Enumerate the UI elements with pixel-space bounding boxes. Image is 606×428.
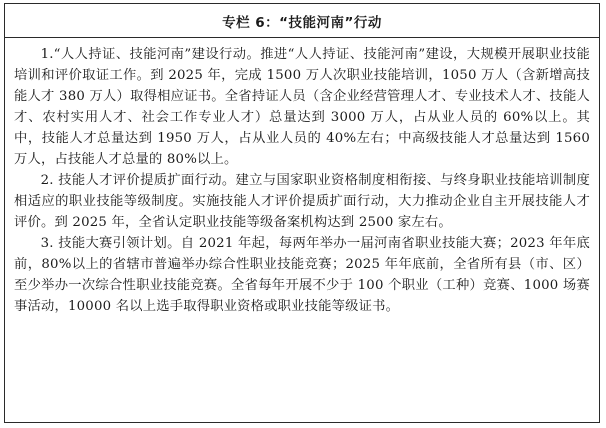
paragraph-1: 1.“人人持证、技能河南”建设行动。推进“人人持证、技能河南”建设，大规模开展职业技能培训和评价取证工作。到 2025 年，完成 1500 万人次职业技能培训，1050 万人（含新增高技能人才 380 万人）取得相应证书。全省持证人员（含企业经营管理人才、专业技术人才、技能人才、农村实用人才、社会工作专业人才）总量达到 3000 万人，占从业人员的 60%以上。其中，技能人才总量达到 1950 万人，占从业人员的 40%左右；中高级技能人才总量达到 1560 万人，占技能人才总量的 80%以上。 [14,47,590,167]
column-body [5,38,599,317]
paragraph-2: 2. 技能人才评价提质扩面行动。建立与国家职业资格制度相衔接、与终身职业技能培训制度相适应的职业技能等级制度。实施技能人才评价提质扩面行动，大力推动企业自主开展技能人才评价。到 2025 年，全省认定职业技能等级备案机构达到 2500 家左右。 [14,173,590,230]
paragraph-3: 3. 技能大赛引领计划。自 2021 年起，每两年举办一届河南省职业技能大赛；2023 年年底前，80%以上的省辖市普遍举办综合性职业技能竞赛；2025 年年底前，全省所有县（市、区）至少举办一次综合性职业技能竞赛。全省每年开展不少于 100 个职业（工种）竞赛、1000 场赛事活动，10000 名以上选手取得职业资格或职业技能等级证书。 [14,236,590,314]
column-title: 专栏 6：“技能河南”行动 [222,14,382,31]
column-header [5,4,599,38]
column-box [4,3,600,423]
